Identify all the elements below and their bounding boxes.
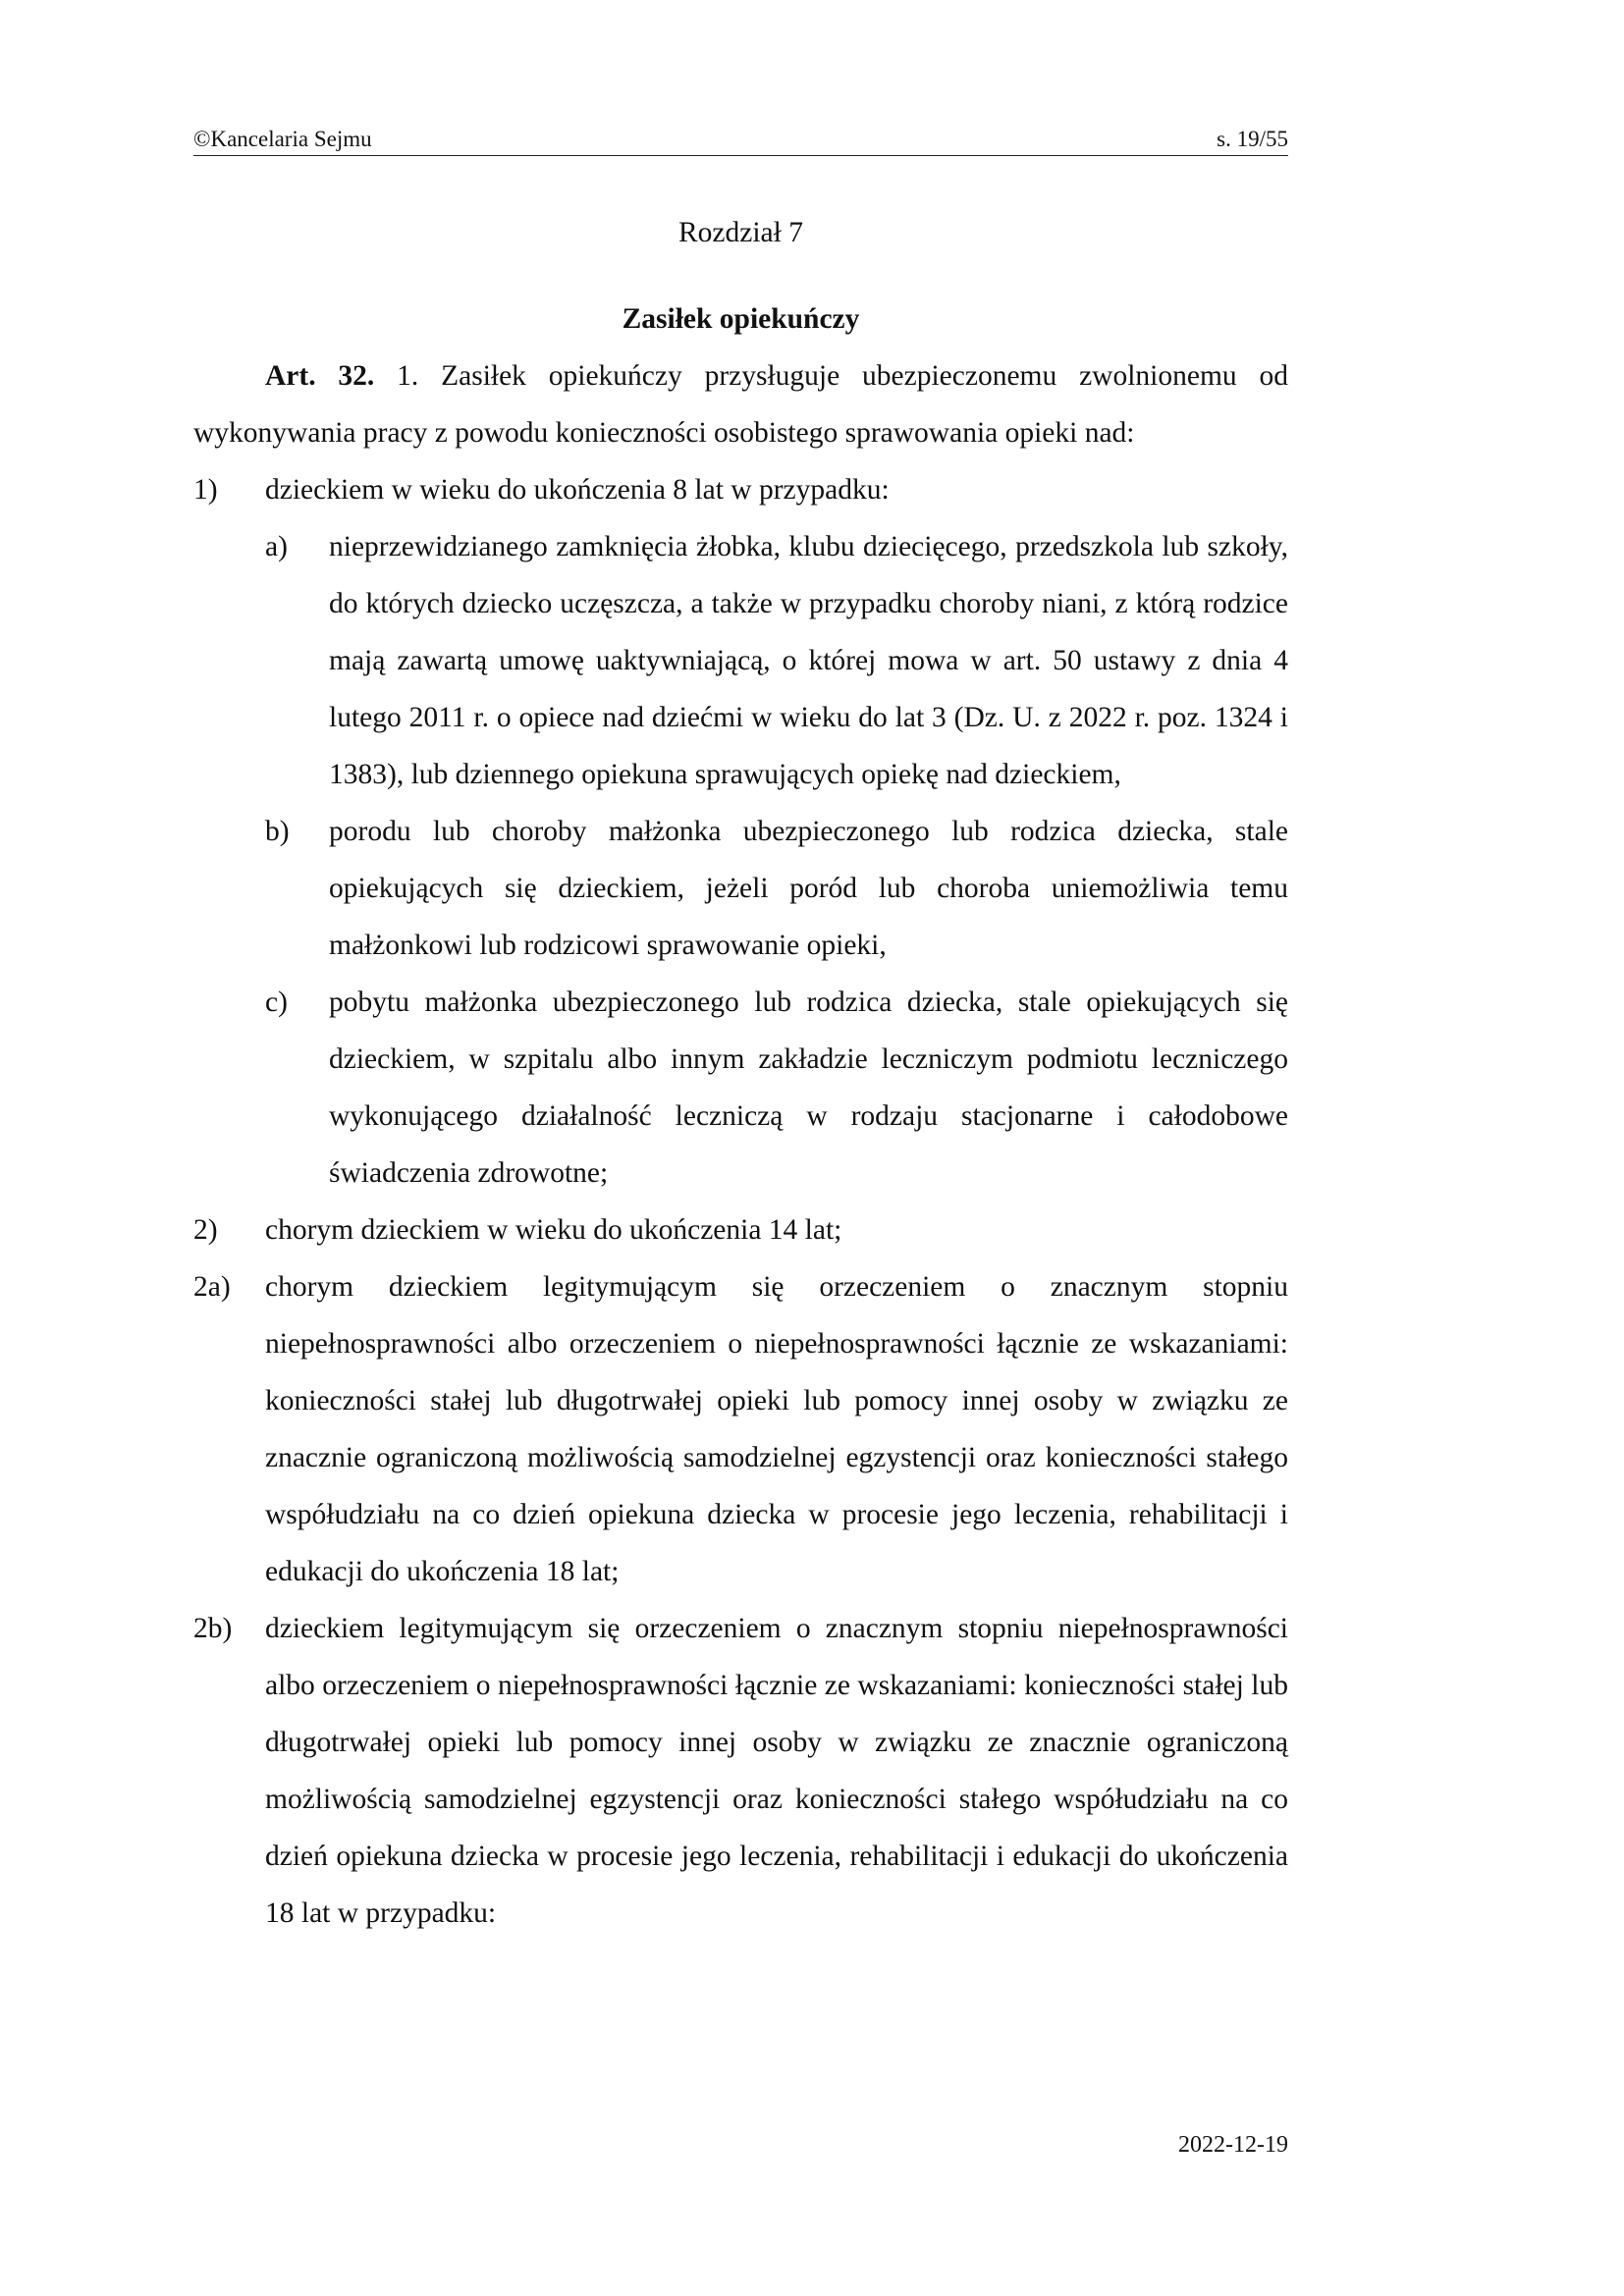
page-header bbox=[193, 120, 1288, 156]
sub-item-text: pobytu małżonka ubezpieczonego lub rodzica dziecka, stale opiekujących się dzieckiem, w szpitalu albo innym zakładzie leczniczym podmiotu leczniczego wykonującego działalność leczniczą w rodzaju stacjonarne i całodobowe świadczenia zdrowotne; bbox=[329, 987, 1288, 1189]
item-text: dzieckiem legitymującym się orzeczeniem o znacznym stopniu niepełnosprawności albo orzeczeniem o niepełnosprawności łącznie ze wskazaniami: konieczności stałej lub długotrwałej opieki lub pomocy innej osoby w związku ze znacznie ograniczoną możliwością samodzielnej egzystencji oraz konieczności stałego współudziału na co dzień opiekuna dziecka w procesie jego leczenia, rehabilitacji i edukacji do ukończenia 18 lat w przypadku: bbox=[265, 1613, 1288, 1929]
footer-date: 2022-12-19 bbox=[1178, 2132, 1288, 2158]
sub-item-number: a) bbox=[265, 531, 288, 562]
sub-list-item bbox=[193, 803, 1288, 974]
article-paragraph bbox=[193, 347, 1288, 461]
sub-item-number: b) bbox=[265, 816, 290, 847]
item-number: 2b) bbox=[193, 1613, 233, 1644]
page-number: s. 19/55 bbox=[1217, 127, 1288, 151]
item-number: 2a) bbox=[193, 1271, 231, 1303]
publisher-label: ©Kancelaria Sejmu bbox=[193, 127, 372, 151]
sub-item-text: porodu lub choroby małżonka ubezpieczonego lub rodzica dziecka, stale opiekujących się dzieckiem, jeżeli poród lub choroba uniemożliwia temu małżonkowi lub rodzicowi sprawowanie opieki, bbox=[329, 816, 1288, 961]
article-label: Art. 32. bbox=[265, 360, 375, 392]
document-body bbox=[193, 204, 1288, 1942]
item-text: dzieckiem w wieku do ukończenia 8 lat w przypadku: bbox=[265, 474, 890, 506]
sub-list-item bbox=[193, 974, 1288, 1201]
item-number: 2) bbox=[193, 1214, 218, 1246]
sub-list-item bbox=[193, 518, 1288, 803]
list-item bbox=[193, 461, 1288, 518]
list-item bbox=[193, 1600, 1288, 1942]
list-item bbox=[193, 1258, 1288, 1600]
list-item bbox=[193, 1201, 1288, 1258]
sub-item-text: nieprzewidzianego zamknięcia żłobka, klubu dziecięcego, przedszkola lub szkoły, do których dziecko uczęszcza, a także w przypadku choroby niani, z którą rodzice mają zawartą umowę uaktywniającą, o której mowa w art. 50 ustawy z dnia 4 lutego 2011 r. o opiece nad dziećmi w wieku do lat 3 (Dz. U. z 2022 r. poz. 1324 i 1383), lub dziennego opiekuna sprawujących opiekę nad dzieckiem, bbox=[329, 531, 1288, 790]
item-text: chorym dzieckiem legitymującym się orzeczeniem o znacznym stopniu niepełnosprawności albo orzeczeniem o niepełnosprawności łącznie ze wskazaniami: konieczności stałej lub długotrwałej opieki lub pomocy innej osoby w związku ze znacznie ograniczoną możliwością samodzielnej egzystencji oraz konieczności stałego współudziału na co dzień opiekuna dziecka w procesie jego leczenia, rehabilitacji i edukacji do ukończenia 18 lat; bbox=[265, 1271, 1288, 1587]
chapter-title: Zasiłek opiekuńczy bbox=[622, 303, 860, 335]
sub-item-number: c) bbox=[265, 987, 288, 1018]
chapter-heading: Rozdział 7 bbox=[678, 217, 803, 248]
item-number: 1) bbox=[193, 474, 218, 506]
article-intro: 1. Zasiłek opiekuńczy przysługuje ubezpieczonemu zwolnionemu od wykonywania pracy z powodu konieczności osobistego sprawowania opieki nad: bbox=[193, 360, 1288, 449]
item-text: chorym dzieckiem w wieku do ukończenia 14 lat; bbox=[265, 1214, 842, 1246]
